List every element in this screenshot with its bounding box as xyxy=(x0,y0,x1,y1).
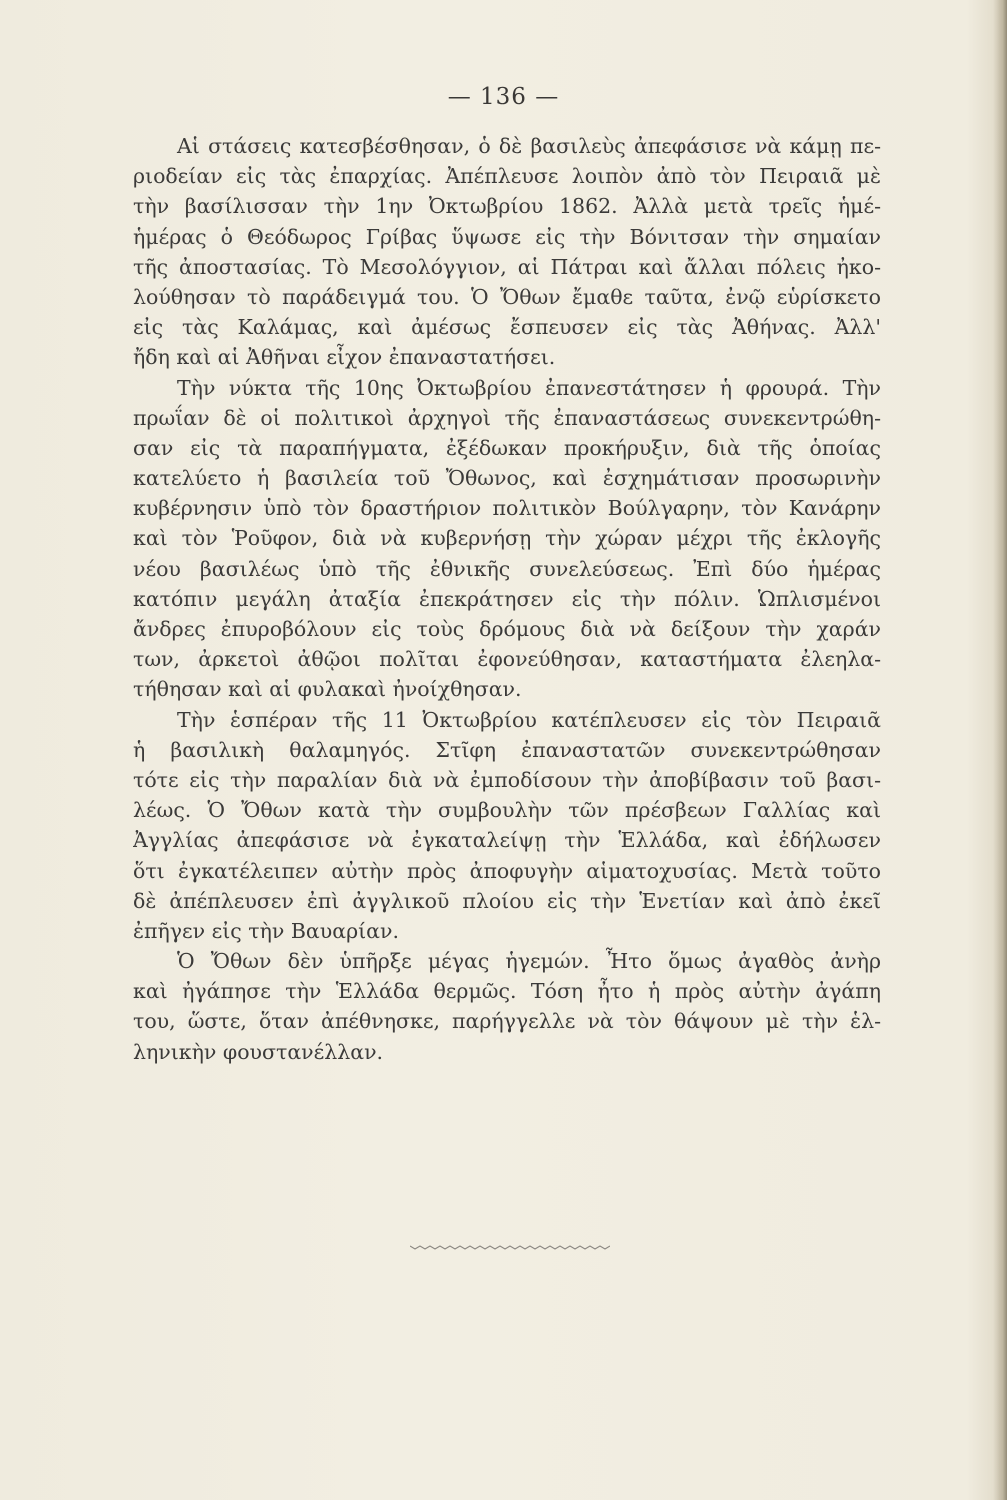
text-line: σαν εἰς τὰ παραπήγματα, ἐξέδωκαν προκήρυξιν, διὰ τῆς ὁποίας xyxy=(133,435,881,460)
text-line: ὅτι ἐγκατέλειπεν αὐτὴν πρὸς ἀποφυγὴν αἱματοχυσίας. Μετὰ τοῦτο xyxy=(133,858,881,883)
text-line: των, ἀρκετοὶ ἀθῷοι πολῖται ἐφονεύθησαν, καταστήματα ἐλεηλα- xyxy=(133,647,881,672)
text-line: τῆς ἀποστασίας. Τὸ Μεσολόγγιον, αἱ Πάτραι καὶ ἄλλαι πόλεις ἠκο- xyxy=(133,254,881,279)
text-line: ληνικὴν φουστανέλλαν. xyxy=(133,1039,384,1064)
text-line: Τὴν ἑσπέραν τῆς 11 Ὀκτωβρίου κατέπλευσεν εἰς τὸν Πειραιᾶ xyxy=(177,707,881,732)
text-line: εἰς τὰς Καλάμας, καὶ ἀμέσως ἔσπευσεν εἰς τὰς Ἀθήνας. Ἀλλ' xyxy=(133,315,881,340)
text-line: Ἀγγλίας ἀπεφάσισε νὰ ἐγκαταλείψῃ τὴν Ἑλλάδα, καὶ ἐδήλωσεν xyxy=(133,828,881,853)
text-line: καὶ τὸν Ῥοῦφον, διὰ νὰ κυβερνήσῃ τὴν χώραν μέχρι τῆς ἐκλογῆς xyxy=(133,526,881,551)
body-text xyxy=(133,131,881,1067)
text-line: τήθησαν καὶ αἱ φυλακαὶ ἠνοίχθησαν. xyxy=(133,677,522,702)
text-line: λέως. Ὁ Ὄθων κατὰ τὴν συμβουλὴν τῶν πρέσβεων Γαλλίας καὶ xyxy=(133,798,881,823)
text-line: ριοδείαν εἰς τὰς ἐπαρχίας. Ἀπέπλευσε λοιπὸν ἀπὸ τὸν Πειραιᾶ μὲ xyxy=(133,164,881,189)
text-line: κυβέρνησιν ὑπὸ τὸν δραστήριον πολιτικὸν Βούλγαρην, τὸν Κανάρην xyxy=(133,496,881,521)
text-line: τότε εἰς τὴν παραλίαν διὰ νὰ ἐμποδίσουν τὴν ἀποβίβασιν τοῦ βασι- xyxy=(133,767,881,792)
text-line: καὶ ἠγάπησε τὴν Ἑλλάδα θερμῶς. Τόση ἦτο ἡ πρὸς αὐτὴν ἀγάπη xyxy=(133,979,881,1004)
text-line: Αἱ στάσεις κατεσβέσθησαν, ὁ δὲ βασιλεὺς ἀπεφάσισε νὰ κάμῃ πε- xyxy=(177,134,881,158)
text-line: τὴν βασίλισσαν τὴν 1ην Ὀκτωβρίου 1862. Ἀλλὰ μετὰ τρεῖς ἡμέ- xyxy=(133,194,881,219)
text-line: ἡ βασιλικὴ θαλαμηγός. Στῖφη ἐπαναστατῶν συνεκεντρώθησαν xyxy=(133,737,881,762)
text-line: λούθησαν τὸ παράδειγμά του. Ὁ Ὄθων ἔμαθε ταῦτα, ἐνῷ εὑρίσκετο xyxy=(133,284,881,309)
text-line: δὲ ἀπέπλευσεν ἐπὶ ἀγγλικοῦ πλοίου εἰς τὴν Ἑνετίαν καὶ ἀπὸ ἐκεῖ xyxy=(133,888,881,913)
text-line: Τὴν νύκτα τῆς 10ης Ὀκτωβρίου ἐπανεστάτησεν ἡ φρουρά. Τὴν xyxy=(177,375,881,400)
text-line: νέου βασιλέως ὑπὸ τῆς ἐθνικῆς συνελεύσεως. Ἐπὶ δύο ἡμέρας xyxy=(133,556,881,581)
text-line: κατόπιν μεγάλη ἀταξία ἐπεκράτησεν εἰς τὴν πόλιν. Ὡπλισμένοι xyxy=(133,586,881,611)
decorative-wavy-rule xyxy=(410,1240,610,1252)
text-line: πρωΐαν δὲ οἱ πολιτικοὶ ἀρχηγοὶ τῆς ἐπαναστάσεως συνεκεντρώθη- xyxy=(133,405,881,430)
page-edge-shadow xyxy=(993,0,1007,1500)
text-line: ἤδη καὶ αἱ Ἀθῆναι εἶχον ἐπαναστατήσει. xyxy=(133,345,556,370)
text-line: κατελύετο ἡ βασιλεία τοῦ Ὄθωνος, καὶ ἐσχημάτισαν προσωρινὴν xyxy=(133,466,881,491)
text-line: ἐπῆγεν εἰς τὴν Βαυαρίαν. xyxy=(133,918,399,943)
text-line: Ὁ Ὄθων δὲν ὑπῆρξε μέγας ἡγεμών. Ἦτο ὅμως ἀγαθὸς ἀνὴρ xyxy=(177,949,881,974)
text-line: ἄνδρες ἐπυροβόλουν εἰς τοὺς δρόμους διὰ νὰ δείξουν τὴν χαράν xyxy=(133,617,881,641)
text-line: ἡμέρας ὁ Θεόδωρος Γρίβας ὕψωσε εἰς τὴν Βόνιτσαν τὴν σημαίαν xyxy=(133,224,881,249)
page-number: — 136 — xyxy=(447,84,560,110)
text-line: του, ὥστε, ὅταν ἀπέθνησκε, παρήγγελλε νὰ τὸν θάψουν μὲ τὴν ἑλ- xyxy=(133,1009,881,1034)
